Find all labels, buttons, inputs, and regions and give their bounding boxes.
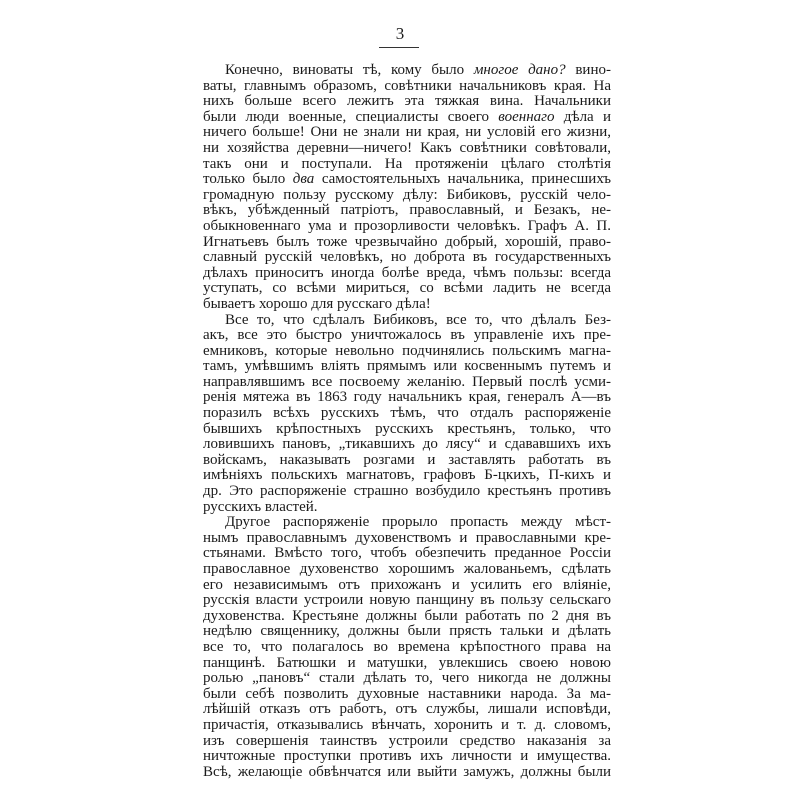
text-segment: вѣкъ, убѣжденный патріотъ, православный, и Безакъ, не- — [203, 202, 611, 219]
body-text — [203, 63, 611, 780]
text-segment: ренія мятежа въ 1863 году начальникъ края, генералъ А—въ — [203, 389, 611, 406]
text-segment: только было — [203, 171, 293, 188]
text-segment: обыкновеннаго ума и прозорливости человѣкъ. Графъ А. П. — [203, 217, 611, 234]
text-line — [203, 172, 611, 188]
text-line — [203, 359, 611, 375]
paragraph — [203, 515, 611, 780]
text-line — [203, 406, 611, 422]
text-line — [203, 219, 611, 235]
text-segment: дѣлахъ приноситъ иногда болѣе вреда, чѣмъ пользы: всегда — [203, 264, 611, 281]
text-line — [203, 484, 611, 500]
text-line — [203, 141, 611, 157]
text-line — [203, 63, 611, 79]
text-segment: его независимымъ отъ прихожанъ и усилить его вліяніе, — [203, 576, 611, 593]
text-segment: дѣла и — [554, 108, 612, 125]
text-line — [203, 765, 611, 781]
text-line — [203, 453, 611, 469]
text-segment: Игнатьевъ былъ тоже чрезвычайно добрый, хорошій, право- — [203, 233, 611, 250]
text-segment: бываетъ хорошо для русскаго дѣла! — [203, 295, 431, 312]
text-line — [203, 79, 611, 95]
text-segment: славный русскій человѣкъ, но доброта въ государственныхъ — [203, 249, 611, 266]
text-line — [203, 344, 611, 360]
text-segment: ваты, главнымъ образомъ, совѣтники начальниковъ края. На — [203, 77, 611, 94]
text-segment: причастія, отказывались вѣнчать, хоронить и т. д. словомъ, — [203, 716, 611, 733]
text-line — [203, 266, 611, 282]
page-number-rule — [379, 47, 419, 48]
text-segment: были люди военные, специалисты своего — [203, 108, 499, 125]
text-segment: Всѣ, желающіе обвѣнчатся или выйти замужъ, должны были — [203, 763, 611, 780]
text-line — [203, 562, 611, 578]
text-line — [203, 734, 611, 750]
text-segment: уступать, со всѣми мириться, со всѣми ладить не всегда — [203, 280, 611, 297]
text-line — [203, 203, 611, 219]
text-line — [203, 157, 611, 173]
text-line — [203, 94, 611, 110]
text-segment: акъ, все это быстро уничтожалось въ управленіе ихъ пре- — [203, 327, 611, 344]
italic-text: многое дано? — [473, 62, 566, 78]
text-segment: панщинѣ. Батюшки и матушки, увлекшись своею новою — [203, 654, 611, 671]
text-line — [203, 468, 611, 484]
text-segment: Все то, что сдѣлалъ Бибиковъ, все то, что дѣлалъ Без- — [225, 311, 611, 328]
italic-text: военнаго — [498, 108, 555, 125]
page-number: 3 — [395, 24, 405, 43]
text-line — [203, 515, 611, 531]
text-segment: громадную пользу русскому дѣлу: Бибиковъ, русскій чело- — [203, 186, 611, 203]
text-segment: русскихъ властей. — [203, 498, 318, 515]
paragraph — [203, 63, 611, 313]
text-line — [203, 593, 611, 609]
text-line — [203, 328, 611, 344]
text-segment: емниковъ, которые невольно подчинялись польскимъ магна- — [203, 342, 611, 359]
text-line — [203, 250, 611, 266]
text-line — [203, 125, 611, 141]
text-segment: все то, что полагалось во времена крѣпостного права на — [203, 638, 611, 655]
text-segment: поразилъ всѣхъ русскихъ тѣмъ, что отдалъ распоряженіе — [203, 405, 611, 422]
text-line — [203, 718, 611, 734]
text-segment: тамъ, умѣвшимъ вліять прямымъ или косвеннымъ путемъ и — [203, 358, 611, 375]
text-line — [203, 531, 611, 547]
text-segment: нымъ православнымъ духовенствомъ и православными кре- — [203, 529, 611, 546]
text-segment: Другое распоряженіе прорыло пропасть между мѣст- — [225, 514, 611, 531]
text-line — [203, 546, 611, 562]
italic-text: два — [292, 171, 315, 188]
text-segment: самостоятельныхъ начальника, принесшихъ — [314, 171, 611, 188]
text-line — [203, 640, 611, 656]
text-segment: ничтожные проступки противъ ихъ личности и имущества. — [203, 748, 611, 765]
text-line — [203, 749, 611, 765]
text-line — [203, 375, 611, 391]
text-line — [203, 110, 611, 126]
text-line — [203, 313, 611, 329]
text-line — [203, 702, 611, 718]
text-line — [203, 687, 611, 703]
text-line — [203, 437, 611, 453]
text-line — [203, 578, 611, 594]
paragraph — [203, 313, 611, 516]
text-line — [203, 624, 611, 640]
text-segment: духовенства. Крестьяне должны были работать по 2 дня въ — [203, 607, 611, 624]
text-segment: изъ совершенія таинствъ устроили средство наказанія за — [203, 732, 611, 749]
text-segment: ничего больше! Они не знали ни края, ни условій его жизни, — [203, 124, 611, 141]
text-segment: были себѣ позволить духовные наставники народа. За ма- — [203, 685, 611, 702]
text-segment: такъ они и поступали. На протяженіи цѣлаго столѣтія — [203, 155, 611, 172]
text-line — [203, 188, 611, 204]
text-segment: ловившихъ пановъ, „тикавшихъ до лясу“ и сдававшихъ ихъ — [203, 436, 611, 453]
text-line — [203, 281, 611, 297]
text-segment: нихъ больше всего лежитъ эта тяжкая вина. Начальники — [203, 93, 611, 110]
text-segment: православное духовенство хорошимъ жалованьемъ, сдѣлать — [203, 561, 611, 577]
text-segment: лѣйшій отказъ отъ работъ, отъ службы, лишали исповѣди, — [203, 701, 611, 718]
text-segment: русскія власти устроили новую панщину въ пользу сельскаго — [203, 592, 611, 609]
text-segment: бывшихъ крѣпостныхъ русскихъ крестьянъ, только, что — [203, 420, 611, 437]
text-line — [203, 422, 611, 438]
text-segment: имѣніяхъ польскихъ магнатовъ, графовъ Б-цкихъ, П-кихъ и — [203, 467, 611, 484]
text-segment: направлявшимъ все посвоему желанію. Первый послѣ усми- — [203, 373, 611, 390]
text-line — [203, 390, 611, 406]
text-segment: Конечно, виноваты тѣ, кому было — [225, 62, 474, 78]
text-line — [203, 609, 611, 625]
text-line — [203, 297, 611, 313]
text-segment: недѣлю священнику, должны были прясть тальки и дѣлать — [203, 623, 611, 640]
text-line — [203, 500, 611, 516]
text-segment: вино- — [565, 62, 611, 78]
text-segment: ролью „пановъ“ стали дѣлать то, чего никогда не должны — [203, 670, 611, 687]
text-line — [203, 656, 611, 672]
text-line — [203, 671, 611, 687]
text-segment: стьянами. Вмѣсто того, чтобъ обезпечить преданное Россіи — [203, 545, 611, 562]
text-segment: войскамъ, наказывать розгами и заставлять работать въ — [203, 451, 611, 468]
text-segment: др. Это распоряженіе страшно возбудило крестьянъ противъ — [203, 483, 611, 500]
text-line — [203, 235, 611, 251]
text-segment: ни хозяйства деревни—ничего! Какъ совѣтники совѣтовали, — [203, 139, 611, 156]
